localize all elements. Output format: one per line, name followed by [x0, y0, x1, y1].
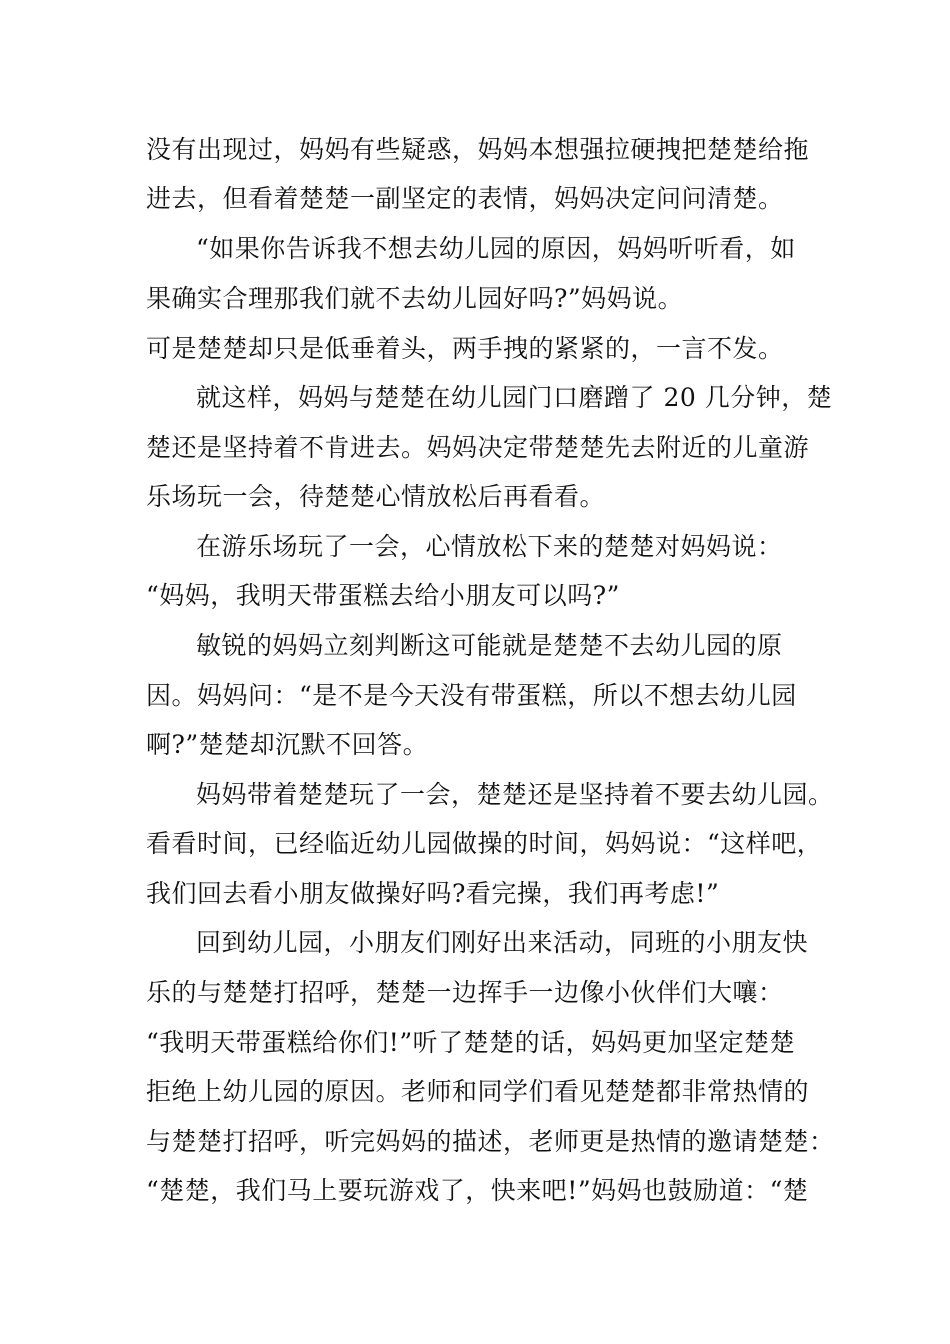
text-line: 妈妈带着楚楚玩了一会，楚楚还是坚持着不要去幼儿园。 — [196, 780, 834, 809]
text-line: 可是楚楚却只是低垂着头，两手拽的紧紧的，一言不发。 — [146, 334, 784, 363]
text-line: 看看时间，已经临近幼儿园做操的时间，妈妈说：“这样吧， — [146, 829, 823, 858]
text-line: “如果你告诉我不想去幼儿园的原因，妈妈听听看，如 — [196, 234, 796, 263]
text-line: 拒绝上幼儿园的原因。老师和同学们看见楚楚都非常热情的 — [146, 1077, 810, 1106]
text-line: 敏锐的妈妈立刻判断这可能就是楚楚不去幼儿园的原 — [196, 631, 783, 660]
text-line: 因。妈妈问：“是不是今天没有带蛋糕，所以不想去幼儿园 — [146, 681, 797, 710]
text-line: 与楚楚打招呼，听完妈妈的描述，老师更是热情的邀请楚楚： — [146, 1127, 835, 1156]
text-line: 没有出现过，妈妈有些疑惑，妈妈本想强拉硬拽把楚楚给拖 — [146, 135, 810, 164]
text-line: “我明天带蛋糕给你们!”听了楚楚的话，妈妈更加坚定楚楚 — [146, 1028, 796, 1057]
text-line: 进去，但看着楚楚一副坚定的表情，妈妈决定问问清楚。 — [146, 184, 784, 213]
text-line: “楚楚，我们马上要玩游戏了，快来吧!”妈妈也鼓励道：“楚 — [146, 1176, 809, 1205]
text-line: 我们回去看小朋友做操好吗?看完操，我们再考虑!” — [146, 879, 720, 908]
text-line: 乐的与楚楚打招呼，楚楚一边挥手一边像小伙伴们大嚷： — [146, 978, 784, 1007]
text-line: 乐场玩一会，待楚楚心情放松后再看看。 — [146, 482, 606, 511]
text-line: 就这样，妈妈与楚楚在幼儿园门口磨蹭了 20 几分钟，楚 — [196, 383, 833, 412]
text-line: 果确实合理那我们就不去幼儿园好吗?”妈妈说。 — [146, 284, 684, 313]
text-line: 回到幼儿园，小朋友们刚好出来活动，同班的小朋友快 — [196, 928, 809, 957]
text-line: 在游乐场玩了一会，心情放松下来的楚楚对妈妈说： — [196, 532, 783, 561]
text-line: 啊?”楚楚却沉默不回答。 — [146, 730, 429, 759]
text-line: “妈妈，我明天带蛋糕去给小朋友可以吗?” — [146, 581, 620, 610]
text-line: 楚还是坚持着不肯进去。妈妈决定带楚楚先去附近的儿童游 — [146, 433, 810, 462]
